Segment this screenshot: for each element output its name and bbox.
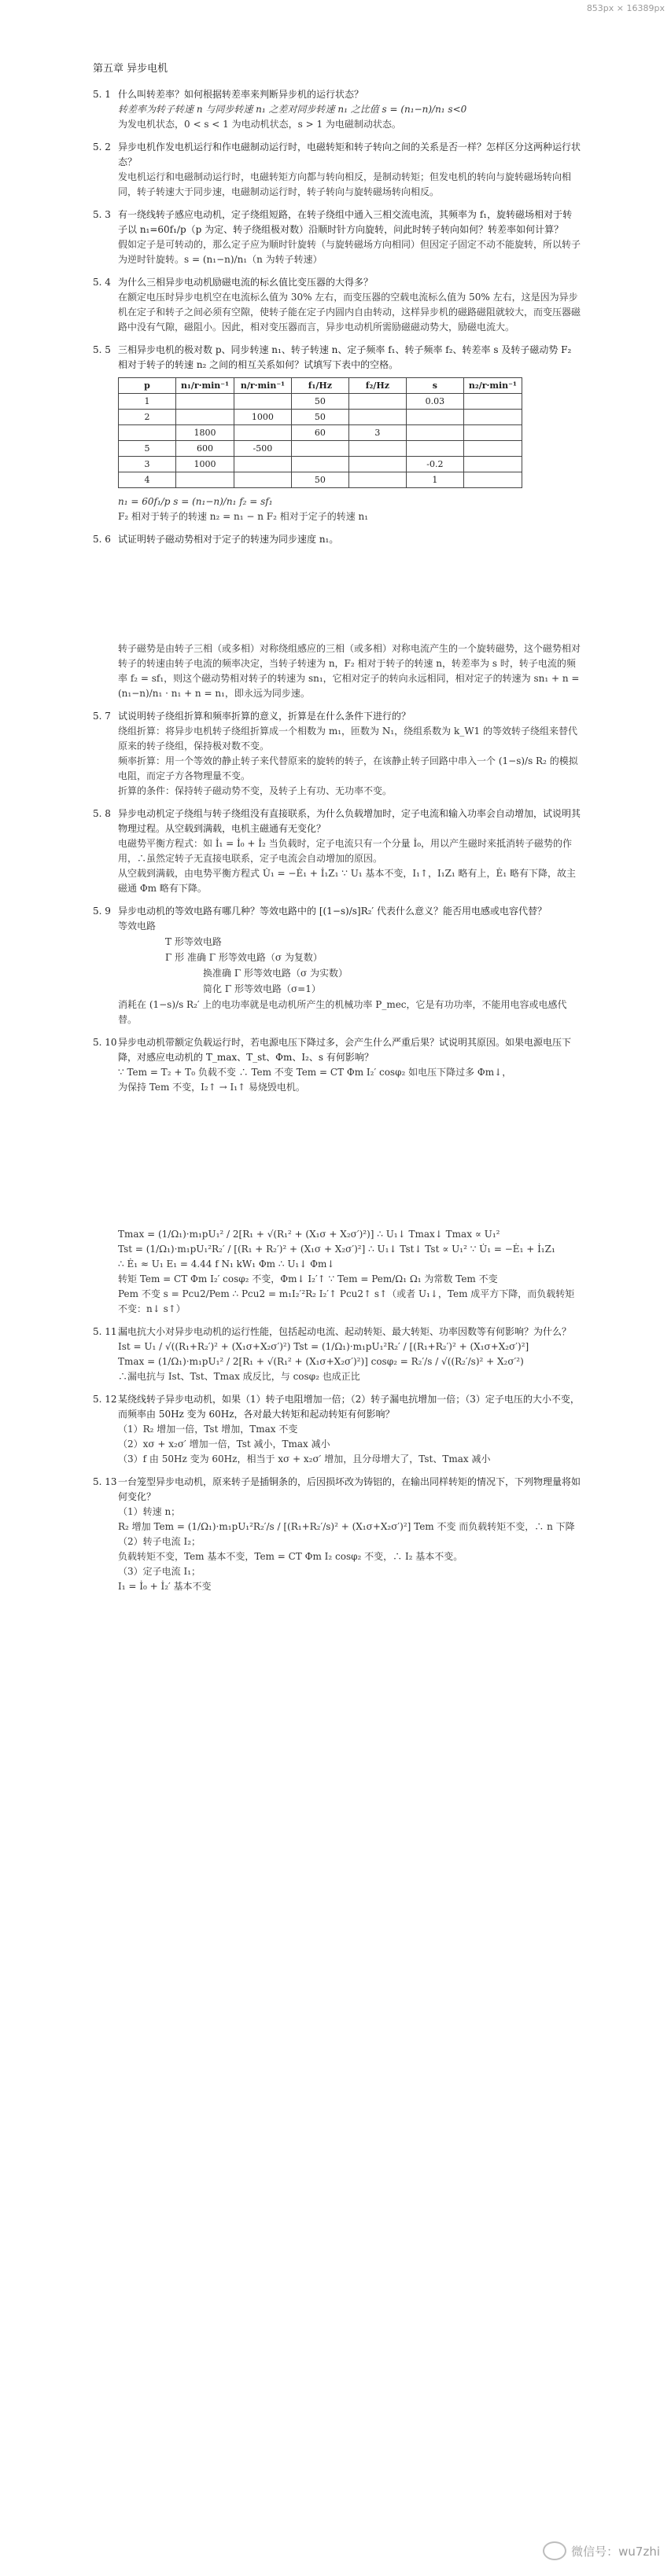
answer (93, 494, 581, 524)
table-cell (463, 441, 522, 457)
table-header-cell: p (119, 378, 176, 394)
table-cell: 1 (406, 472, 463, 488)
speed-frequency-table (118, 377, 522, 488)
table-cell (406, 410, 463, 425)
question-number: 5. 8 (93, 808, 111, 819)
question-text: 异步电动机的等效电路有哪几种？等效电路中的 [(1−s)/s]R₂′ 代表什么意义？能否用电感或电容代替？ (118, 906, 547, 917)
answer (93, 724, 581, 799)
table-header-cell: n₁/r·min⁻¹ (176, 378, 234, 394)
table-cell (176, 472, 234, 488)
table-cell: 1800 (176, 425, 234, 441)
answer-line: F₂ 相对于转子的转速 n₂ = n₁ − n F₂ 相对于定子的转速 n₁ (118, 511, 369, 522)
tree-item: T 形等效电路 (165, 936, 222, 947)
answer-line: 消耗在 (1−s)/s R₂′ 上的电功率就是电动机所产生的机械功率 P_mec，它是有功功率，不能用电容或电感代替。 (118, 999, 567, 1025)
table-cell (406, 441, 463, 457)
table-row (119, 394, 522, 410)
question-5-9 (93, 904, 581, 1027)
table-cell: -500 (234, 441, 291, 457)
answer-line: （1）转速 n； (118, 1506, 181, 1517)
question-number: 5. 7 (93, 711, 111, 722)
answer (93, 1339, 581, 1384)
table-cell (234, 472, 291, 488)
question-5-6 (93, 532, 581, 701)
answer-formulas: n₁ = 60f₁/p s = (n₁−n)/n₁ f₂ = sf₁ (118, 496, 273, 507)
question-5-8 (93, 807, 581, 896)
table-cell (463, 457, 522, 472)
tree-title: 等效电路 (118, 921, 157, 932)
answer-line: 转子磁势是由转子三相（或多相）对称绕组感应的三相（或多相）对称电流产生的一个旋转磁势，这个磁势相对转子的转速由转子电流的频率决定，当转子转速为 n，F₂ 相对于转子的转速 n，转差率为 s 时，转子电流的频率 f₂ = sf₁，则这个磁动势相对转子的转速为 sn₁，它相对定子的转向永远相同，相对定子的转速为 sn₁ + n = (n₁−n)/n₁ · n₁ + n = n₁，即永远为同步速。 (118, 643, 581, 699)
table-cell (176, 410, 234, 425)
table-row (119, 425, 522, 441)
table-cell (348, 457, 406, 472)
question-number: 5. 5 (93, 344, 111, 355)
table-cell (176, 394, 234, 410)
table-row (119, 441, 522, 457)
table-body (119, 394, 522, 488)
table-cell (348, 394, 406, 410)
table-row (119, 472, 522, 488)
answer-line: 转矩 Tem = CT Φm I₂′ cosφ₂ 不变，Φm↓ I₂′↑ ∵ Tem = Pem/Ω₁ Ω₁ 为常数 Tem 不变 (118, 1273, 498, 1284)
question-number: 5. 2 (93, 141, 111, 153)
answer-line: 假如定子是可转动的，那么定子应为顺时针旋转（与旋转磁场方向相同）但因定子固定不动不能旋转，所以转子为逆时针旋转。s = (n₁−n)/n₁（n 为转子转速） (118, 239, 581, 265)
question-5-3 (93, 208, 581, 267)
table-cell: 50 (291, 410, 348, 425)
answer-line: Ist = U₁ / √((R₁+R₂′)² + (X₁σ+X₂σ′)²) Tst = (1/Ω₁)·m₁pU₁²R₂′ / [(R₁+R₂′)² + (X₁σ+X₂σ′)²] (118, 1341, 529, 1352)
question-text: 什么叫转差率？如何根据转差率来判断异步机的运行状态？ (118, 89, 364, 100)
answer-line: （2）xσ + x₂σ′ 增加一倍，Tst 减小，Tmax 减小 (118, 1439, 330, 1450)
document-page (93, 61, 581, 1602)
table-cell (234, 425, 291, 441)
question-text: 试说明转子绕组折算和频率折算的意义，折算是在什么条件下进行的？ (118, 711, 411, 722)
answer-line: 转差率为转子转速 n 与同步转速 n₁ 之差对同步转速 n₁ 之比值 s = (n₁−n)/n₁ s<0 (118, 104, 467, 115)
table-header-cell: n/r·min⁻¹ (234, 378, 291, 394)
table-cell: 600 (176, 441, 234, 457)
tree-item: 简化 Γ 形等效电路（σ=1） (203, 983, 321, 994)
table-row (119, 457, 522, 472)
answer-line: 绕组折算：将异步电机转子绕组折算成一个相数为 m₁，匝数为 N₁，绕组系数为 k_W1 的等效转子绕组来替代原来的转子绕组，保持极对数不变。 (118, 726, 578, 751)
answer-line: 为发电机状态，0 < s < 1 为电动机状态，s > 1 为电磁制动状态。 (118, 119, 401, 130)
question-text: 某绕线转子异步电动机，如果（1）转子电阻增加一倍；（2）转子漏电抗增加一倍；（3）定子电压的大小不变，而频率由 50Hz 变为 60Hz，各对最大转矩和起动转矩有何影响？ (118, 1394, 580, 1420)
table-header-cell: s (406, 378, 463, 394)
table-cell (348, 441, 406, 457)
answer-line: R₂ 增加 Tem = (1/Ω₁)·m₁pU₁²R₂′/s / [(R₁+R₂′/s)² + (X₁σ+X₂σ′)²] Tem 不变 而负载转矩不变，∴ n 下降 (118, 1521, 575, 1532)
answer-line: ∴ Ė₁ ≈ U₁ E₁ = 4.44 f N₁ kW₁ Φm ∴ U₁↓ Φm↓ (118, 1259, 335, 1270)
table-cell: 50 (291, 472, 348, 488)
question-5-11 (93, 1325, 581, 1384)
answer-line: Tmax = (1/Ω₁)·m₁pU₁² / 2[R₁ + √(R₁² + (X₁σ + X₂σ′)²)] ∴ U₁↓ Tmax↓ Tmax ∝ U₁² (118, 1229, 500, 1240)
table-header-cell: f₁/Hz (291, 378, 348, 394)
table-cell: 3 (119, 457, 176, 472)
question-5-13 (93, 1475, 581, 1594)
question-text: 异步电动机带额定负载运行时，若电源电压下降过多，会产生什么严重后果？试说明其原因。如果电源电压下降，对感应电动机的 T_max、T_st、Φm、I₂、s 有何影响？ (118, 1037, 572, 1063)
watermark-text: 微信号：wu7zhi (571, 2544, 660, 2559)
table-cell: 1 (119, 394, 176, 410)
question-5-12 (93, 1392, 581, 1467)
answer-line: 负载转矩不变，Tem 基本不变，Tem = CT Φm I₂ cosφ₂ 不变，∴ I₂ 基本不变。 (118, 1551, 463, 1562)
answer-line: （2）转子电流 I₂； (118, 1536, 201, 1547)
table-cell (348, 410, 406, 425)
table-cell: 4 (119, 472, 176, 488)
question-number: 5. 9 (93, 906, 111, 917)
table-cell: 3 (348, 425, 406, 441)
image-dimensions-label: 853px × 16389px (586, 3, 665, 13)
answer (93, 1422, 581, 1467)
table-cell (119, 425, 176, 441)
question-5-7 (93, 709, 581, 799)
question-number: 5. 10 (93, 1037, 117, 1048)
question-number: 5. 12 (93, 1394, 117, 1405)
question-5-2 (93, 140, 581, 200)
tree-item: 换准确 Γ 形等效电路（σ 为实数） (203, 968, 348, 979)
answer (93, 1065, 581, 1317)
question-5-1 (93, 87, 581, 132)
answer (93, 290, 581, 335)
question-number: 5. 13 (93, 1476, 117, 1487)
question-text: 试证明转子磁动势相对于定子的转速为同步速度 n₁。 (118, 534, 339, 545)
table-cell (234, 394, 291, 410)
answer (93, 919, 581, 1027)
tree-item: Γ 形 准确 Γ 形等效电路（σ 为复数） (165, 952, 323, 963)
table-cell (234, 457, 291, 472)
table-cell (406, 425, 463, 441)
table-cell: -0.2 (406, 457, 463, 472)
question-number: 5. 6 (93, 534, 111, 545)
table-cell: 60 (291, 425, 348, 441)
table-cell: 0.03 (406, 394, 463, 410)
table-cell (463, 394, 522, 410)
answer-line: 折算的条件：保持转子磁动势不变，及转子上有功、无功率不变。 (118, 785, 393, 796)
table-cell: 2 (119, 410, 176, 425)
table-row (119, 410, 522, 425)
table-header-cell: f₂/Hz (348, 378, 406, 394)
answer (93, 170, 581, 200)
answer-line: （1）R₂ 增加一倍，Tst 增加，Tmax 不变 (118, 1424, 298, 1435)
answer-line: 从空载到满载，由电势平衡方程式 U̇₁ = −Ė₁ + İ₁Z₁ ∵ U₁ 基本不变，I₁↑，I₁Z₁ 略有上，Ė₁ 略有下降，故主磁通 Φm 略有下降。 (118, 868, 576, 894)
answer (93, 237, 581, 267)
question-text: 三相异步电机的极对数 p、同步转速 n₁、转子转速 n、定子频率 f₁、转子频率 f₂、转差率 s 及转子磁动势 F₂ 相对于转子的转速 n₂ 之间的相互关系如何？试填写下表中的空格。 (118, 344, 572, 370)
table-cell: 50 (291, 394, 348, 410)
table-cell (463, 410, 522, 425)
question-5-4 (93, 275, 581, 335)
question-text: 为什么三相异步电动机励磁电流的标幺值比变压器的大得多？ (118, 277, 374, 288)
table-header-row (119, 378, 522, 394)
answer-line: Tmax = (1/Ω₁)·m₁pU₁² / 2[R₁ + √(R₁² + (X₁σ+X₂σ′)²)] cosφ₂ = R₂′/s / √((R₂′/s)² + X₂σ′²) (118, 1356, 524, 1367)
table-cell: 5 (119, 441, 176, 457)
table-cell (291, 457, 348, 472)
table-cell (463, 472, 522, 488)
table-cell (463, 425, 522, 441)
table-cell (291, 441, 348, 457)
wechat-icon (543, 2541, 566, 2560)
question-number: 5. 3 (93, 209, 111, 220)
answer-line: 发电机运行和电磁制动运行时，电磁转矩方向都与转向相反，是制动转矩；但发电机的转向与旋转磁场转向相同，转子转速大于同步速，电磁制动运行时，转子转向与旋转磁场转向相反。 (118, 171, 572, 197)
question-text: 异步电机作发电机运行和作电磁制动运行时，电磁转矩和转子转向之间的关系是否一样？怎样区分这两种运行状态？ (118, 141, 581, 167)
answer-line: （3）定子电流 I₁； (118, 1566, 201, 1577)
question-text: 漏电抗大小对异步电动机的运行性能，包括起动电流、起动转矩、最大转矩、功率因数等有何影响？为什么？ (118, 1326, 572, 1337)
chapter-title: 第五章 异步电机 (93, 63, 168, 75)
answer (93, 102, 581, 132)
question-text: 一台笼型异步电动机，原来转子是插铜条的，后因损坏改为铸铝的，在输出同样转矩的情况下，下列物理量将如何变化？ (118, 1476, 581, 1502)
answer (93, 836, 581, 896)
equivalent-circuit-tree (118, 935, 581, 997)
table-cell: 1000 (234, 410, 291, 425)
question-number: 5. 11 (93, 1326, 117, 1337)
question-number: 5. 1 (93, 89, 111, 100)
question-text: 有一绕线转子感应电动机，定子绕组短路，在转子绕组中通入三相交流电流，其频率为 f₁，旋转磁场相对于转子以 n₁=60f₁/p（p 为定、转子绕组极对数）沿顺时针方向旋转，问此时转子转向如何？转差率如何计算？ (118, 209, 573, 235)
table-header-cell: n₂/r·min⁻¹ (463, 378, 522, 394)
wechat-watermark (543, 2541, 660, 2560)
answer-line: （3）f 由 50Hz 变为 60Hz，相当于 xσ + x₂σ′ 增加，且分母增大了，Tst、Tmax 减小 (118, 1453, 491, 1464)
answer-line: ∴漏电抗与 Ist、Tst、Tmax 成反比，与 cosφ₂ 也成正比 (118, 1371, 360, 1382)
answer (93, 1505, 581, 1594)
table-cell: 1000 (176, 457, 234, 472)
answer-line: Pem 不变 s = Pcu2/Pem ∴ Pcu2 = m₁I₂′²R₂ I₂′↑ Pcu2↑ s↑（或者 U₁↓，Tem 成平方下降，而负载转矩不变：n↓ s↑） (118, 1288, 575, 1314)
answer-line: 电磁势平衡方程式：如 İ₁ = İ₀ + İ₂ 当负载时，定子电流只有一个分量 İ₀，用以产生磁时来抵消转子磁势的作用，∴虽然定转子无直接电联系，定子电流会自动增加的原因。 (118, 838, 573, 864)
answer-line: 频率折算：用一个等效的静止转子来代替原来的旋转的转子，在该静止转子回路中串入一个 (1−s)/s R₂ 的模拟电阻，而定子方各物理量不变。 (118, 755, 578, 781)
answer-line: 为保持 Tem 不变，I₂↑ → I₁↑ 易烧毁电机。 (118, 1082, 305, 1093)
table-cell (348, 472, 406, 488)
question-number: 5. 4 (93, 277, 111, 288)
answer-line: Tst = (1/Ω₁)·m₁pU₁²R₂′ / [(R₁ + R₂′)² + (X₁σ + X₂σ′)²] ∴ U₁↓ Tst↓ Tst ∝ U₁² ∵ U̇₁ = −Ė₁ + İ₁Z₁ (118, 1244, 555, 1255)
question-text: 异步电动机定子绕组与转子绕组没有直接联系，为什么负载增加时，定子电流和输入功率会自动增加，试说明其物理过程。从空载到满载，电机主磁通有无变化？ (118, 808, 581, 834)
answer-line: 在额定电压时异步电机空在电流标么值为 30% 左右，而变压器的空载电流标么值为 50% 左右，这是因为异步机在定子和转子之间必须有空隙，使转子能在定子内圆内自由转动，这样异步机的磁路磁阻就较大，而变压器磁路中没有气隙，磁阻小。因此，相对变压器而言，异步电动机所需励磁磁动势大，励磁电流大。 (118, 292, 581, 333)
question-5-10 (93, 1035, 581, 1317)
question-5-5 (93, 343, 581, 524)
answer (93, 641, 581, 701)
answer-line: ∵ Tem = T₂ + T₀ 负载不变 ∴ Tem 不变 Tem = CT Φm I₂′ cosφ₂ 如电压下降过多 Φm↓， (118, 1067, 512, 1078)
answer-line: I₁ = İ₀ + İ₂′ 基本不变 (118, 1581, 212, 1592)
